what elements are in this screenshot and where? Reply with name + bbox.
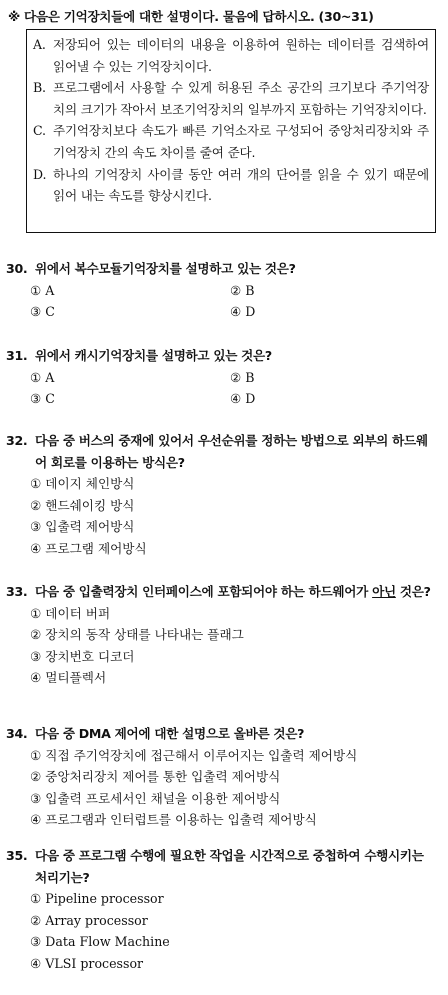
passage-text: 주기억장치보다 속도가 빠른 기억소자로 구성되어 중앙처리장치와 주기억장치 간의 속도 차이를 줄여 준다. xyxy=(53,123,429,160)
option-4[interactable]: ④ VLSI processor xyxy=(30,955,144,971)
question-text: 다음 중 버스의 중재에 있어서 우선순위를 정하는 방법으로 외부의 하드웨어 회로를 이용하는 방식은? xyxy=(35,433,428,470)
question-text: 다음 중 프로그램 수행에 필요한 작업을 시간적으로 중첩하여 수행시키는 처리기는? xyxy=(35,848,424,885)
question-number: 30. xyxy=(6,261,28,276)
passage-text: 하나의 기억장치 사이클 동안 여러 개의 단어를 읽을 수 있기 때문에 읽어 내는 속도를 향상시킨다. xyxy=(53,166,429,204)
question-35 xyxy=(6,845,438,975)
options-list xyxy=(6,280,438,323)
passage-text: 저장되어 있는 데이터의 내용을 이용하여 원하는 데이터를 검색하여 읽어낼 수 있는 기억장치이다. xyxy=(53,37,429,74)
option-3[interactable]: ③ C xyxy=(30,304,55,320)
question-stem xyxy=(6,345,438,367)
option-1[interactable]: ① Pipeline processor xyxy=(30,891,164,907)
option-2[interactable]: ② 핸드쉐이킹 방식 xyxy=(30,497,135,513)
option-4[interactable]: ④ D xyxy=(230,304,256,320)
question-number: 34. xyxy=(6,726,28,741)
question-stem xyxy=(6,430,438,473)
question-31 xyxy=(6,345,438,410)
option-3[interactable]: ③ C xyxy=(30,391,55,407)
option-2[interactable]: ② Array processor xyxy=(30,912,148,928)
passage-box xyxy=(26,29,436,233)
option-4[interactable]: ④ 프로그램 제어방식 xyxy=(30,540,147,556)
question-34 xyxy=(6,723,438,831)
option-3[interactable]: ③ 장치번호 디코더 xyxy=(30,648,135,664)
option-3[interactable]: ③ 입출력 프로세서인 채널을 이용한 제어방식 xyxy=(30,790,281,806)
question-stem xyxy=(6,258,438,280)
question-text-part: 것은? xyxy=(395,584,431,599)
question-group-intro: ※ 다음은 기억장치들에 대한 설명이다. 물음에 답하시오. (30~31) xyxy=(8,9,374,24)
question-text: 위에서 캐시기억장치를 설명하고 있는 것은? xyxy=(35,348,272,363)
option-4[interactable]: ④ 멀티플렉서 xyxy=(30,670,107,686)
question-text xyxy=(35,581,438,603)
options-list xyxy=(6,367,438,410)
question-number: 31. xyxy=(6,348,28,363)
question-stem xyxy=(6,581,438,603)
passage-label: D. xyxy=(33,166,47,182)
option-3[interactable]: ③ 입출력 제어방식 xyxy=(30,519,135,535)
option-2[interactable]: ② B xyxy=(230,369,255,385)
question-number: 35. xyxy=(6,848,28,863)
question-32 xyxy=(6,430,438,560)
option-1[interactable]: ① A xyxy=(30,282,55,298)
question-stem xyxy=(6,845,438,888)
passage-item-b xyxy=(33,77,429,120)
question-text-part: 다음 중 입출력장치 인터페이스에 포함되어야 하는 하드웨어가 xyxy=(35,584,373,599)
option-1[interactable]: ① 직접 주기억장치에 접근해서 이루어지는 입출력 제어방식 xyxy=(30,747,358,763)
question-text: 위에서 복수모듈기억장치를 설명하고 있는 것은? xyxy=(35,261,296,276)
passage-text: 프로그램에서 사용할 수 있게 허용된 주소 공간의 크기보다 주기억장치의 크기가 작아서 보조기억장치의 일부까지 포함하는 기억장치이다. xyxy=(53,80,429,117)
question-30 xyxy=(6,258,438,323)
question-stem xyxy=(6,723,438,745)
option-1[interactable]: ① 데이터 버퍼 xyxy=(30,605,111,621)
emphasis-not: 아닌 xyxy=(372,584,396,599)
question-text: 다음 중 DMA 제어에 대한 설명으로 올바른 것은? xyxy=(35,726,305,741)
option-1[interactable]: ① 데이지 체인방식 xyxy=(30,476,135,492)
question-33 xyxy=(6,581,438,689)
option-2[interactable]: ② 중앙처리장치 제어를 통한 입출력 제어방식 xyxy=(30,769,281,785)
option-4[interactable]: ④ 프로그램과 인터럽트를 이용하는 입출력 제어방식 xyxy=(30,812,317,828)
option-2[interactable]: ② 장치의 동작 상태를 나타내는 플래그 xyxy=(30,627,244,643)
option-2[interactable]: ② B xyxy=(230,282,255,298)
option-1[interactable]: ① A xyxy=(30,369,55,385)
passage-label: A. xyxy=(33,37,46,52)
passage-item-d xyxy=(33,164,429,207)
passage-item-c xyxy=(33,120,429,163)
option-3[interactable]: ③ Data Flow Machine xyxy=(30,934,170,950)
question-number: 33. xyxy=(6,584,28,599)
passage-item-a xyxy=(33,34,429,77)
question-number: 32. xyxy=(6,433,28,448)
passage-label: C. xyxy=(33,123,46,139)
passage-label: B. xyxy=(33,80,46,96)
option-4[interactable]: ④ D xyxy=(230,391,256,407)
